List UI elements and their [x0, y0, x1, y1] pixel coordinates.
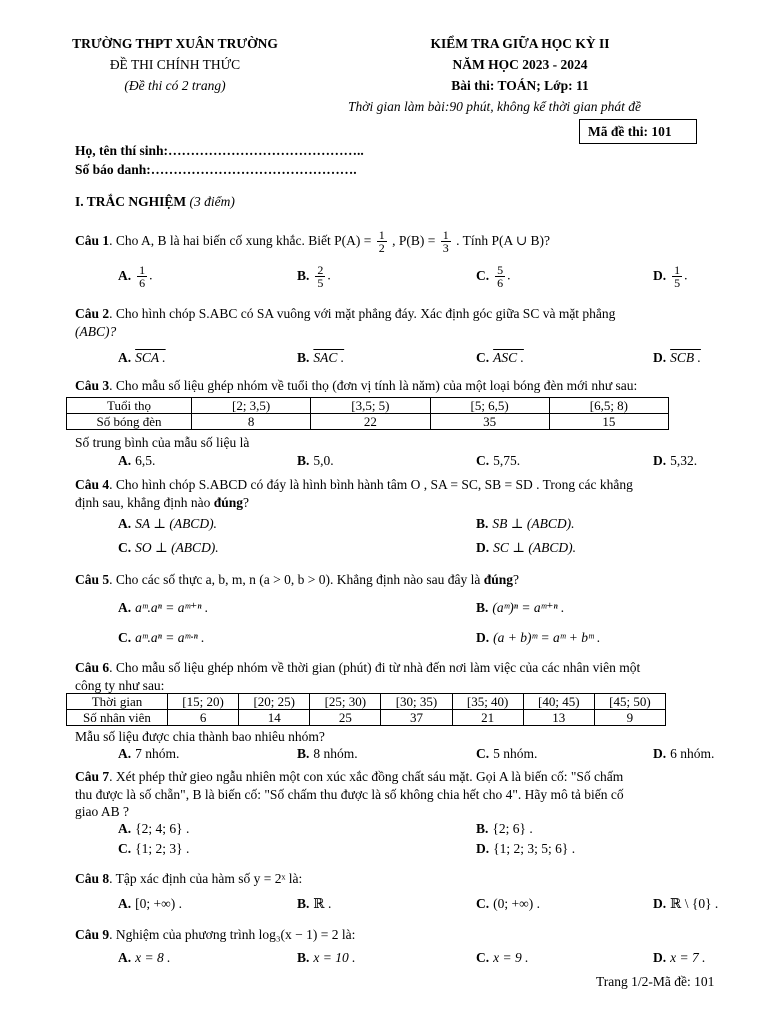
table-row: [67, 414, 669, 430]
q5-option-b-value: (aᵐ)ⁿ = aᵐ⁺ⁿ .: [492, 600, 565, 615]
q4-option-d[interactable]: [476, 540, 576, 556]
q5-text: . Cho các số thực a, b, m, n (a > 0, b > 0). Khẳng định nào sau đây là: [109, 572, 484, 587]
q3-option-b[interactable]: [297, 453, 334, 469]
q6-option-a-value: 7 nhóm.: [135, 746, 180, 761]
q6-table: [66, 693, 666, 726]
q5-option-d-label: D.: [476, 630, 490, 645]
school-year: NĂM HỌC 2023 - 2024: [452, 57, 588, 72]
q8-text: . Tập xác định của hàm số y = 2ˣ là:: [109, 871, 303, 886]
q1-option-d-den: 5: [674, 276, 681, 290]
q6-text: . Cho mẫu số liệu ghép nhóm về thời gian (phút) đi từ nhà đến nơi làm việc của các nhân viên một: [109, 660, 641, 675]
q2-option-c-value: ASC .: [493, 350, 524, 365]
q9-option-b[interactable]: [297, 950, 356, 966]
q3-option-a-value: 6,5.: [135, 453, 156, 468]
section-title: [75, 194, 235, 210]
q1-pb: , P(B) =: [392, 233, 436, 248]
q4-option-c-value: SO ⊥ (ABCD).: [135, 540, 219, 555]
q3-cell: 22: [311, 414, 430, 430]
school-name: TRƯỜNG THPT XUÂN TRƯỜNG: [72, 36, 278, 51]
q6-option-c-value: 5 nhóm.: [493, 746, 538, 761]
q6-option-a-label: A.: [118, 746, 132, 761]
q5-option-a[interactable]: [118, 600, 208, 616]
page-footer: Trang 1/2-Mã đề: 101: [596, 974, 715, 989]
question-6: [75, 659, 725, 694]
q2-option-c-label: C.: [476, 350, 490, 365]
q3-option-d-value: 5,32.: [670, 453, 698, 468]
q2-option-c[interactable]: [476, 350, 524, 366]
q8-option-a[interactable]: [118, 896, 182, 912]
q6-cell: 6: [168, 710, 239, 726]
q1-label: Câu 1: [75, 233, 110, 248]
q1-option-a-label: A.: [118, 267, 132, 283]
q1-option-c-num: 5: [497, 263, 504, 277]
q7-text-2: thu được là số chẵn", B là biến cố: "Số chấm thu được là số không chia hết cho 4". Hãy mô tả biến cố: [75, 786, 624, 802]
q4-option-c[interactable]: [118, 540, 219, 556]
q1-option-c-frac: [495, 264, 505, 289]
q1-option-b-den: 5: [317, 276, 324, 290]
q7-option-d[interactable]: [476, 841, 575, 857]
q9-option-c-value: x = 9 .: [493, 950, 529, 965]
q5-option-c[interactable]: [118, 630, 205, 646]
q4-option-c-label: C.: [118, 540, 132, 555]
q7-option-b-label: B.: [476, 821, 489, 836]
q5-option-c-value: aᵐ.aⁿ = aᵐ·ⁿ .: [135, 630, 205, 645]
q2-option-d[interactable]: [653, 350, 701, 366]
q4-text: . Cho hình chóp S.ABCD có đáy là hình bình hành tâm O , SA = SC, SB = SD . Trong các khẳng: [109, 477, 633, 492]
q3-text: . Cho mẫu số liệu ghép nhóm về tuổi thọ (đơn vị tính là năm) của một loại bóng đèn mới như sau:: [109, 378, 638, 393]
q3-option-c-value: 5,75.: [493, 453, 521, 468]
q3-table: [66, 397, 669, 430]
q1-frac-a-den: 2: [378, 241, 385, 256]
q6-text-2: công ty như sau:: [75, 677, 165, 693]
student-id-line: Số báo danh:……………………………………….: [75, 162, 357, 177]
q9-option-a-value: x = 8 .: [135, 950, 171, 965]
q6-cell: [20; 25): [239, 694, 310, 710]
q1-pa: P(A) =: [334, 233, 372, 248]
q6-option-b[interactable]: [297, 746, 358, 762]
question-2: [75, 305, 725, 340]
q6-option-d[interactable]: [653, 746, 714, 762]
q3-cell: 35: [430, 414, 549, 430]
q5-option-b-label: B.: [476, 600, 489, 615]
q3-option-b-value: 5,0.: [313, 453, 334, 468]
q9-option-c[interactable]: [476, 950, 528, 966]
q7-option-a-label: A.: [118, 821, 132, 836]
q2-option-d-value: SCB .: [670, 350, 701, 365]
q3-cell: 8: [192, 414, 311, 430]
q3-cell: 15: [549, 414, 668, 430]
q1-option-a-den: 6: [139, 276, 146, 290]
q3-cell: [6,5; 8): [549, 398, 668, 414]
q8-option-c[interactable]: [476, 896, 540, 912]
q2-option-b[interactable]: [297, 350, 344, 366]
q1-option-a-num: 1: [139, 263, 146, 277]
duration-line: Thời gian làm bài:90 phút, không kể thời gian phát đề: [348, 99, 642, 114]
q7-option-a[interactable]: [118, 821, 189, 837]
q3-option-a-label: A.: [118, 453, 132, 468]
q8-option-a-value: [0; +∞) .: [135, 896, 182, 911]
q7-text: . Xét phép thử gieo ngẫu nhiên một con xúc xắc đồng chất sáu mặt. Gọi A là biến cố: "Số chấm: [109, 769, 624, 784]
q3-cell: [3,5; 5): [311, 398, 430, 414]
q2-option-d-label: D.: [653, 350, 667, 365]
q1-tail: . Tính P(A ∪ B)?: [456, 233, 551, 248]
q9-option-d[interactable]: [653, 950, 705, 966]
q9-option-b-label: B.: [297, 950, 310, 965]
q7-option-b-value: {2; 6} .: [492, 821, 533, 836]
q6-option-b-value: 8 nhóm.: [313, 746, 358, 761]
q2-option-b-label: B.: [297, 350, 310, 365]
q1-option-d-num: 1: [674, 263, 681, 277]
q9-option-b-value: x = 10 .: [313, 950, 356, 965]
q8-option-c-value: (0; +∞) .: [493, 896, 540, 911]
q2-option-b-value: SAC .: [313, 350, 345, 365]
q6-cell: 13: [523, 710, 594, 726]
q6-after: Mẫu số liệu được chia thành bao nhiêu nhóm?: [75, 729, 325, 744]
q1-option-a[interactable]: A. $\frac{1}{6}$ .: [118, 263, 153, 290]
q3-option-d[interactable]: [653, 453, 697, 469]
q5-tail: ?: [513, 572, 520, 587]
table-row: [67, 710, 666, 726]
q2-option-a-label: A.: [118, 350, 132, 365]
q3-cell: [2; 3,5): [192, 398, 311, 414]
q1-text: . Cho A, B là hai biến cố xung khắc. Biết: [109, 233, 335, 248]
q1-option-b-num: 2: [317, 263, 324, 277]
q6-cell: 37: [381, 710, 452, 726]
q9-option-c-label: C.: [476, 950, 490, 965]
q4-option-a[interactable]: [118, 516, 217, 532]
q4-option-b-value: SB ⊥ (ABCD).: [492, 516, 575, 531]
q4-option-d-value: SC ⊥ (ABCD).: [493, 540, 576, 555]
q7-option-c-value: {1; 2; 3} .: [135, 841, 190, 856]
q6-cell: 21: [452, 710, 523, 726]
q5-bold: đúng: [483, 572, 514, 587]
q6-cell: [40; 45): [523, 694, 594, 710]
q8-label: Câu 8: [75, 871, 110, 886]
q3-cell: Tuổi thọ: [67, 398, 192, 414]
q8-option-b-label: B.: [297, 896, 310, 911]
q3-cell: Số bóng đèn: [67, 414, 192, 430]
q1-option-c-label: C.: [476, 267, 490, 283]
q6-cell: [15; 20): [168, 694, 239, 710]
official-label: ĐỀ THI CHÍNH THỨC: [109, 57, 241, 72]
q9-option-a-label: A.: [118, 950, 132, 965]
q7-option-c[interactable]: [118, 841, 189, 857]
q1-option-b[interactable]: B. $\frac{2}{5}$ .: [297, 263, 331, 290]
q6-option-c-label: C.: [476, 746, 490, 761]
q3-label: Câu 3: [75, 378, 110, 393]
q9-text: . Nghiệm của phương trình log₃(x − 1) = 2 là:: [109, 927, 356, 942]
q6-cell: [45; 50): [594, 694, 665, 710]
q1-option-a-frac: [137, 264, 147, 289]
q5-option-d[interactable]: [476, 630, 600, 646]
section-title-text: I. TRẮC NGHIỆM: [75, 194, 187, 209]
q6-option-b-label: B.: [297, 746, 310, 761]
q1-option-b-frac: [315, 264, 325, 289]
q4-option-b-label: B.: [476, 516, 489, 531]
student-name-line: Họ, tên thí sinh:……………………………………..: [75, 143, 364, 158]
question-3: [75, 378, 637, 394]
q5-option-c-label: C.: [118, 630, 132, 645]
q4-option-a-label: A.: [118, 516, 132, 531]
q2-option-a[interactable]: [118, 350, 166, 366]
q3-option-c[interactable]: [476, 453, 520, 469]
q3-after: Số trung bình của mẫu số liệu là: [75, 435, 250, 450]
q6-cell: Thời gian: [67, 694, 168, 710]
q4-option-a-value: SA ⊥ (ABCD).: [135, 516, 217, 531]
exam-title: KIỂM TRA GIỮA HỌC KỲ II: [430, 36, 610, 51]
q6-label: Câu 6: [75, 660, 110, 675]
q1-frac-b: [441, 229, 451, 254]
q6-cell: 25: [310, 710, 381, 726]
q4-label: Câu 4: [75, 477, 110, 492]
q1-option-d[interactable]: D. $\frac{1}{5}$ .: [653, 263, 688, 290]
subject-line: Bài thi: TOÁN; Lớp: 11: [451, 78, 589, 93]
q6-cell: 14: [239, 710, 310, 726]
q3-option-a[interactable]: [118, 453, 155, 469]
q1-option-d-frac: [672, 264, 682, 289]
question-1: [75, 226, 550, 256]
q7-option-d-label: D.: [476, 841, 490, 856]
q4-text-2c: ?: [243, 494, 250, 510]
q1-option-c[interactable]: C. $\frac{5}{6}$ .: [476, 263, 511, 290]
q7-label: Câu 7: [75, 769, 110, 784]
q7-option-c-label: C.: [118, 841, 132, 856]
pages-note: (Đề thi có 2 trang): [124, 78, 226, 93]
q7-text-3: giao AB ?: [75, 804, 129, 820]
q2-label: Câu 2: [75, 306, 110, 321]
q1-frac-b-den: 3: [442, 241, 449, 256]
q6-option-a[interactable]: [118, 746, 179, 762]
section-points: (3 điểm): [189, 194, 235, 209]
q6-cell: [35; 40): [452, 694, 523, 710]
q5-label: Câu 5: [75, 572, 110, 587]
q3-option-b-label: B.: [297, 453, 310, 468]
q6-option-d-label: D.: [653, 746, 667, 761]
q6-option-c[interactable]: [476, 746, 537, 762]
q6-cell: Số nhân viên: [67, 710, 168, 726]
q9-option-d-label: D.: [653, 950, 667, 965]
q1-frac-b-num: 1: [442, 228, 449, 243]
question-4: [75, 476, 725, 511]
q2-option-a-value: SCA .: [135, 350, 166, 365]
q5-option-a-label: A.: [118, 600, 132, 615]
q3-option-d-label: D.: [653, 453, 667, 468]
question-9: [75, 927, 355, 943]
q7-option-a-value: {2; 4; 6} .: [135, 821, 190, 836]
q8-option-d-value: ℝ \ {0} .: [670, 896, 719, 911]
question-5: [75, 572, 519, 588]
table-row: [67, 694, 666, 710]
q6-cell: 9: [594, 710, 665, 726]
q3-cell: [5; 6,5): [430, 398, 549, 414]
question-8: [75, 871, 302, 887]
q2-text: . Cho hình chóp S.ABC có SA vuông với mặt phẳng đáy. Xác định góc giữa SC và mặt phẳng: [109, 306, 616, 321]
q6-cell: [25; 30): [310, 694, 381, 710]
question-7: [75, 768, 725, 821]
q8-option-b-value: ℝ .: [313, 896, 332, 911]
q5-option-a-value: aᵐ.aⁿ = aᵐ⁺ⁿ .: [135, 600, 209, 615]
q6-option-d-value: 6 nhóm.: [670, 746, 715, 761]
q1-frac-a-num: 1: [378, 228, 385, 243]
table-row: [67, 398, 669, 414]
q8-option-d-label: D.: [653, 896, 667, 911]
q8-option-d[interactable]: [653, 896, 718, 912]
q8-option-b[interactable]: [297, 896, 331, 912]
q1-option-b-label: B.: [297, 267, 310, 283]
q7-option-d-value: {1; 2; 3; 5; 6} .: [493, 841, 576, 856]
q4-text-2a: định sau, khẳng định nào: [75, 494, 214, 510]
q8-option-c-label: C.: [476, 896, 490, 911]
q4-option-d-label: D.: [476, 540, 490, 555]
q4-text-2b: đúng: [213, 494, 244, 510]
q2-text-2: (ABC)?: [75, 323, 117, 339]
q6-cell: [30; 35): [381, 694, 452, 710]
q1-option-c-den: 6: [497, 276, 504, 290]
q9-option-a[interactable]: [118, 950, 170, 966]
exam-code-box: Mã đề thi: 101: [579, 119, 697, 144]
q9-option-d-value: x = 7 .: [670, 950, 706, 965]
q5-option-d-value: (a + b)ᵐ = aᵐ + bᵐ .: [493, 630, 601, 645]
q8-option-a-label: A.: [118, 896, 132, 911]
q1-frac-a: [377, 229, 387, 254]
q4-option-b[interactable]: [476, 516, 574, 532]
q9-label: Câu 9: [75, 927, 110, 942]
q5-option-b[interactable]: [476, 600, 564, 616]
q3-option-c-label: C.: [476, 453, 490, 468]
q1-option-d-label: D.: [653, 267, 667, 283]
q7-option-b[interactable]: [476, 821, 533, 837]
